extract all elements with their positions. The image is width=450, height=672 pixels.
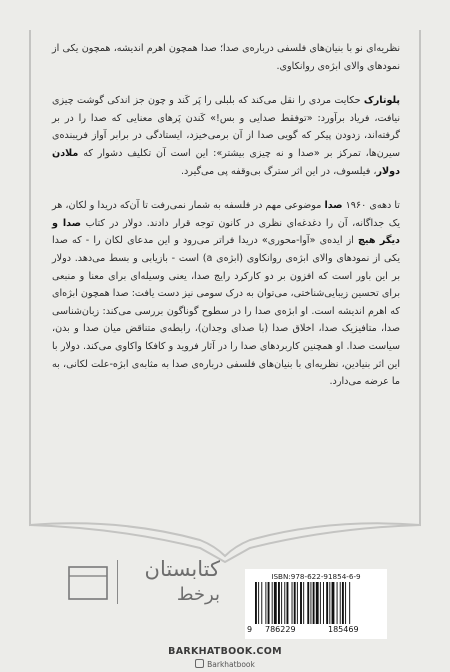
paragraph-text: ، فیلسوف، در این اثر سترگ بی‌وقفه پی می‌گیرد. [180, 165, 377, 177]
paragraph-text: نظریه‌ای نو با بنیان‌های فلسفی درباره‌ی صدا؛ صدا همچون اهرم اندیشه، همچون یکی از نمودهای والای ابژه‌ی روانکاوی. [52, 43, 400, 72]
emphasized-text: پلوتارک [363, 95, 400, 107]
paragraph-text: حکایت مردی را نقل می‌کند که بلبلی را پَر کَند و چون جز اندکی گوشت چیزی نیافت، فریاد برآورد: «توفقط صدایی و بس!» کَندن پَرهای معنایی که صدا را در بر گرفته‌اند، زدودن پیکر که گویی صدا از آن برمی‌خیزد، ایستادگی در برابر آواز فریبنده‌ی سیرن‌ها، تمرکز بر «صدا و نه چیزی بیشتر»: این است آن تکلیف دشوار که [52, 95, 400, 159]
publisher-name: کتابستان [144, 557, 220, 581]
isbn-barcode-panel [245, 569, 387, 639]
isbn-digit-lead: 9 [247, 625, 253, 634]
blurb-paragraph [52, 92, 400, 180]
logo-divider [117, 560, 118, 604]
publisher-subname: برخط [176, 584, 220, 605]
paragraph-text: از ایده‌ی «آوا-محوری» دریدا فراتر می‌رود و این مدعای لکان را - که صدا یکی از نمودهای والای ابژه‌ی روانکاوی (ابژه‌ی a) است - بازیابی و بسط می‌دهد. دولار بر این باور است که افزون بر دو کارکرد رایج صدا، یعنی وسیله‌ای برای معنا و منبعی برای تحسین زیبایی‌شناختی، می‌توان به درک سومی نیز دست یافت: صدا همچون ابژه‌ای که اهرم اندیشه است. او ابژه‌ی صدا را در سطوح گوناگون بررسی می‌کند: زبان‌شناسی صدا، متافیزیک صدا، اخلاق صدا (با صدای وجدان)، رابطه‌ی متناقض میان صدا و بدن، سیاست صدا. او همچنین کاربردهای صدا را در آثار فروید و کافکا واکاوی می‌کند. دولار با این اثر بنیادین، نظریه‌ای با بنیان‌های فلسفی درباره‌ی صدا به مثابه‌ی ابژه-علت لکانی، به ما عرضه می‌دارد. [52, 235, 400, 388]
instagram-handle[interactable] [0, 659, 450, 669]
isbn-digits-right: 185469 [328, 625, 359, 634]
emphasized-text: ملادن دولار [52, 147, 400, 177]
emphasized-text: صدا [324, 200, 343, 212]
barcode-icon [253, 582, 381, 624]
blurb-text [52, 40, 400, 408]
instagram-icon [195, 659, 204, 668]
instagram-label: Barkhatbook [207, 660, 255, 669]
isbn-label: ISBN:978-622-91854-6-9 [271, 572, 361, 581]
paragraph-text: تا دهه‌ی ۱۹۶۰ [342, 200, 400, 212]
website-url[interactable]: BARKHATBOOK.COM [168, 646, 282, 657]
emphasized-text: صدا و دیگر هیچ [52, 217, 400, 247]
isbn-digits-left: 786229 [265, 625, 296, 634]
book-logo-icon [68, 566, 108, 600]
paragraph-text: موضوعی مهم در فلسفه به شمار نمی‌رفت تا آن‌که دریدا و لکان، هر یک جداگانه، آن را دغدغه‌ای نظری در کانون توجه قرار دادند. دولار در کتاب [52, 200, 400, 229]
blurb-paragraph [52, 197, 400, 391]
blurb-paragraph [52, 40, 400, 75]
